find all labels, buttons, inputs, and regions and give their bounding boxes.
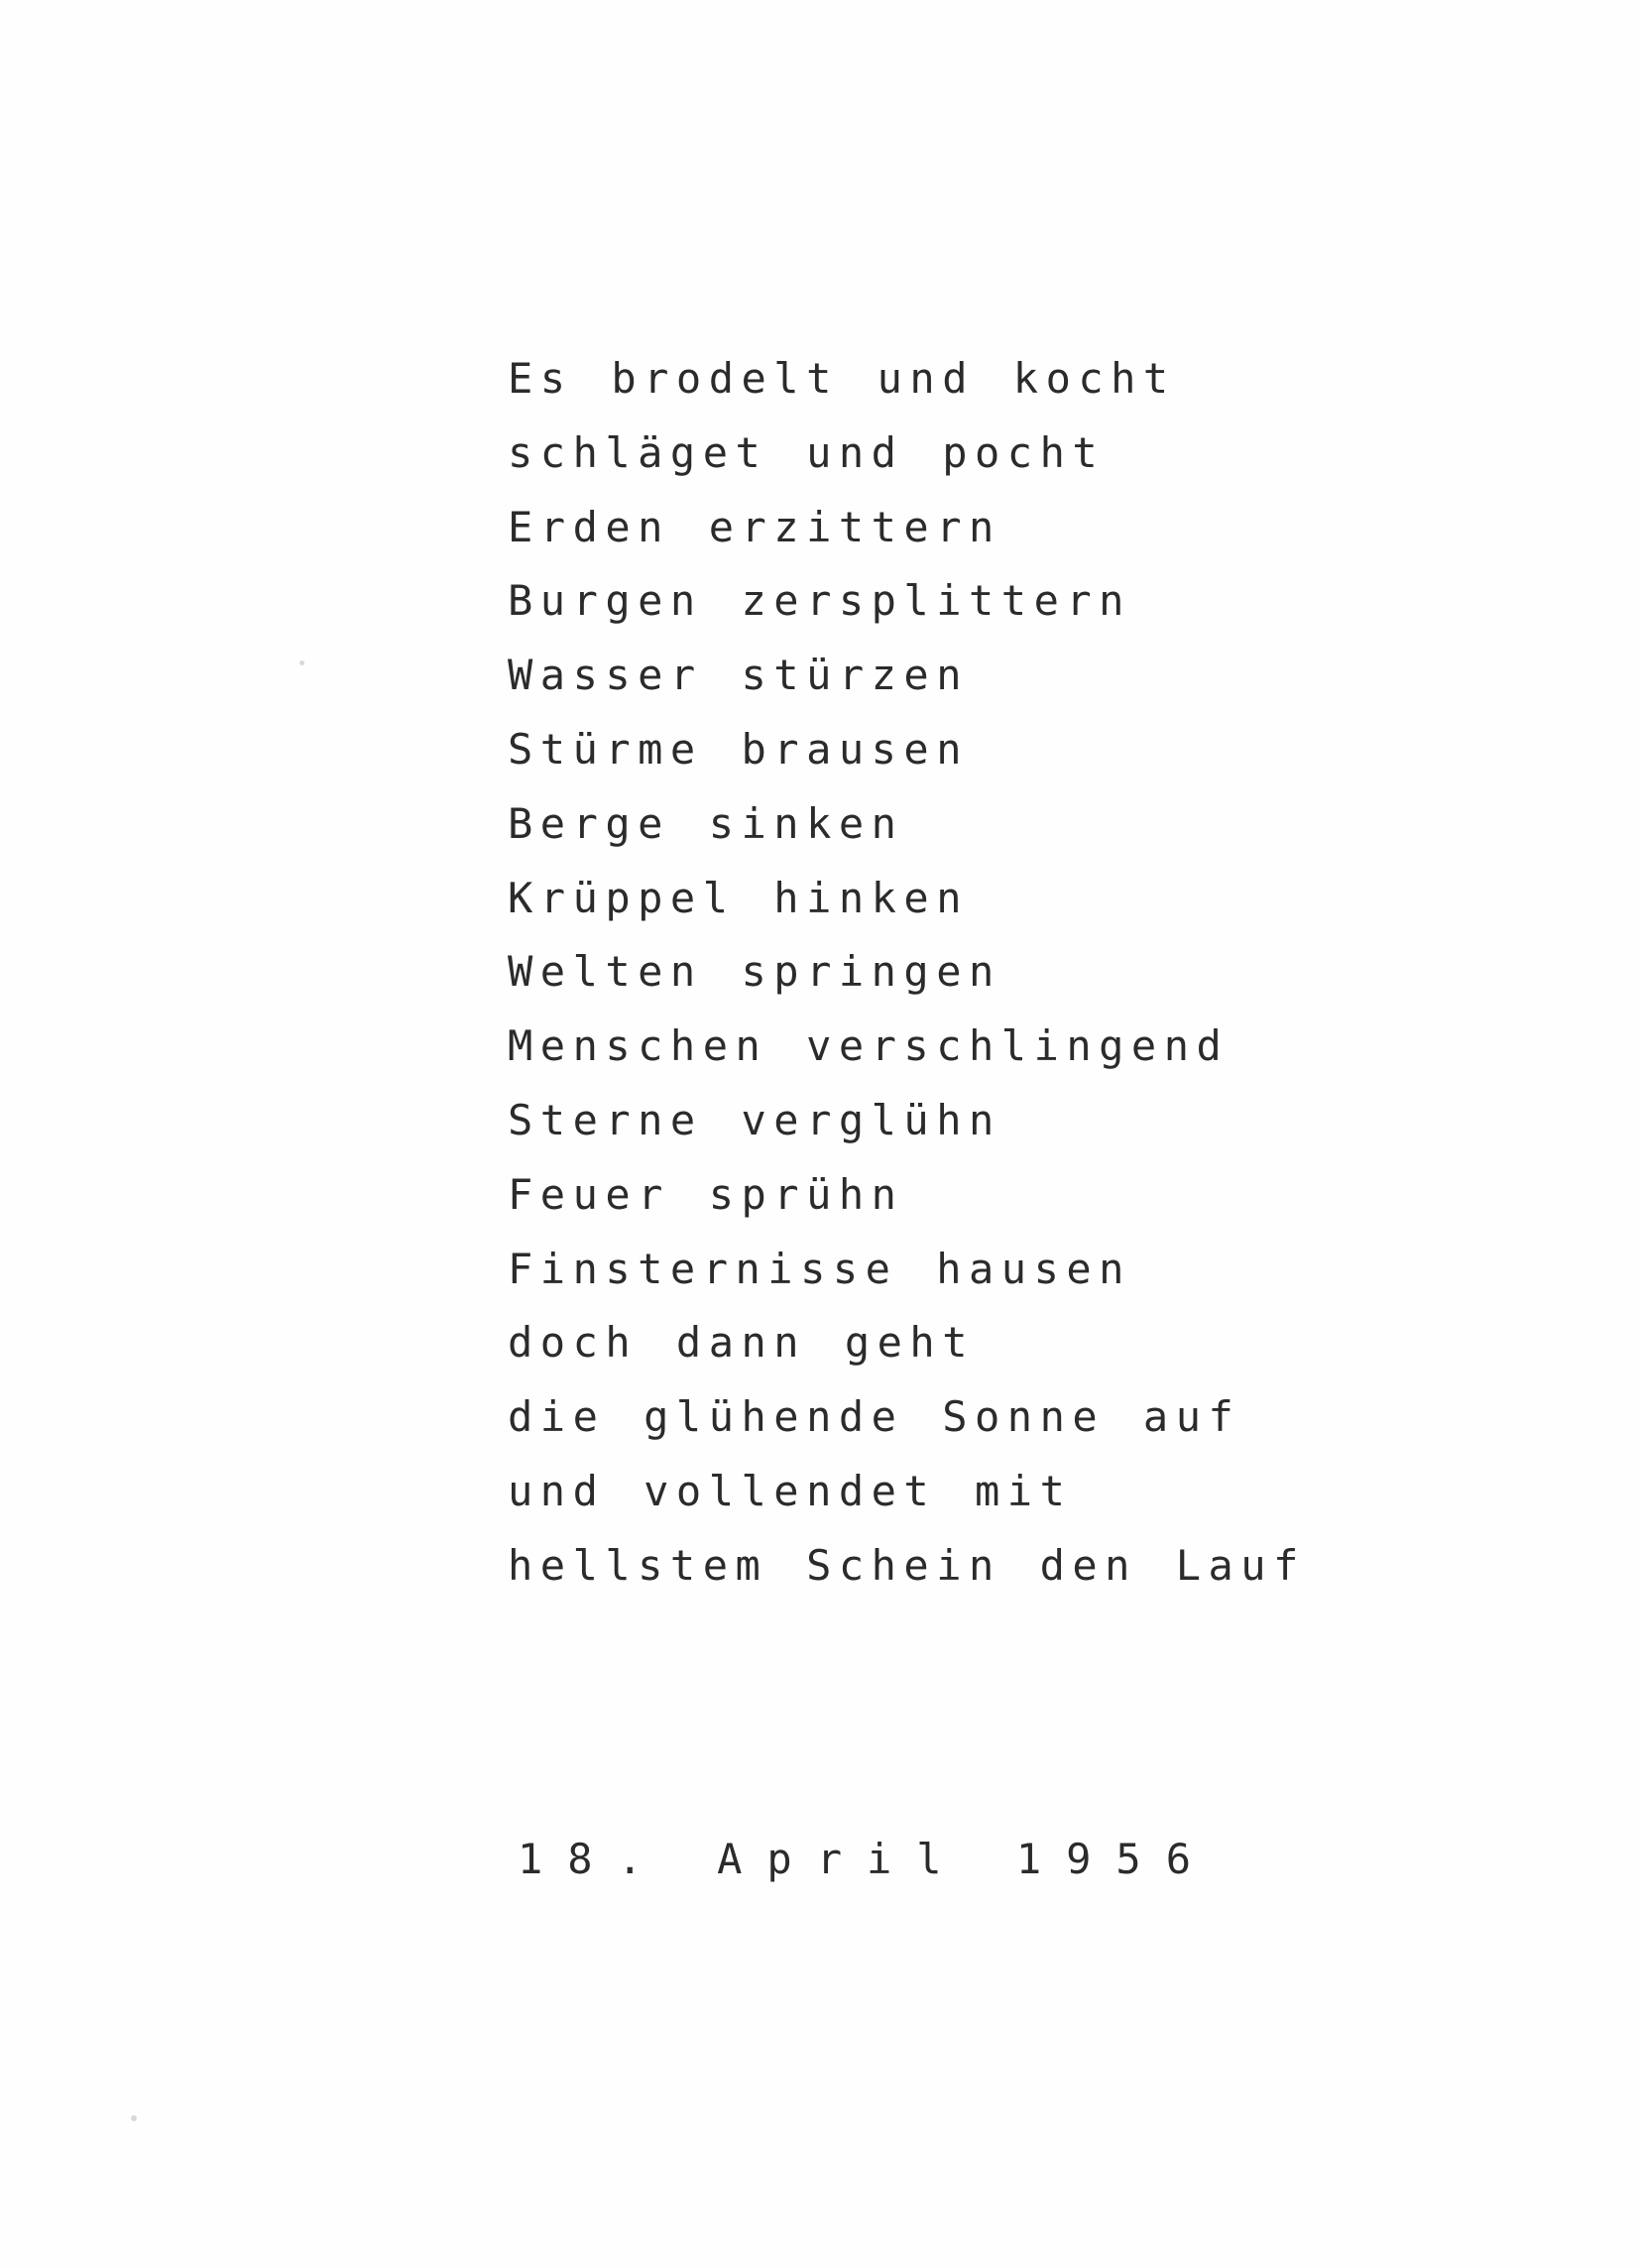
poem-line: Menschen verschlingend (508, 1021, 1229, 1071)
poem-line: Stürme brausen (508, 724, 970, 774)
poem-line: Krüppel hinken (508, 873, 970, 922)
poem-line: Burgen zersplittern (508, 576, 1131, 626)
poem-line: hellstem Schein den Lauf (508, 1540, 1306, 1590)
poem-line: Feuer sprühn (508, 1169, 904, 1219)
poem-line: Wasser stürzen (508, 651, 970, 700)
poem-line: schläget und pocht (508, 427, 1106, 477)
poem-line: Erden erzittern (508, 502, 1001, 551)
poem-line: Es brodelt und kocht (508, 354, 1176, 403)
poem-line: Sterne verglühn (508, 1095, 1001, 1144)
poem-line: Berge sinken (508, 798, 904, 848)
poem-line: Welten springen (508, 947, 1001, 997)
poem (508, 352, 1306, 1613)
poem-line: Finsternisse hausen (508, 1244, 1131, 1293)
poem-line: die glühende Sonne auf (508, 1392, 1241, 1442)
paper-speck (131, 2115, 137, 2121)
poem-date: 18. April 1956 (518, 1835, 1217, 1883)
paper-speck (299, 660, 304, 665)
poem-line: doch dann geht (508, 1318, 976, 1368)
poem-line: und vollendet mit (508, 1466, 1073, 1515)
